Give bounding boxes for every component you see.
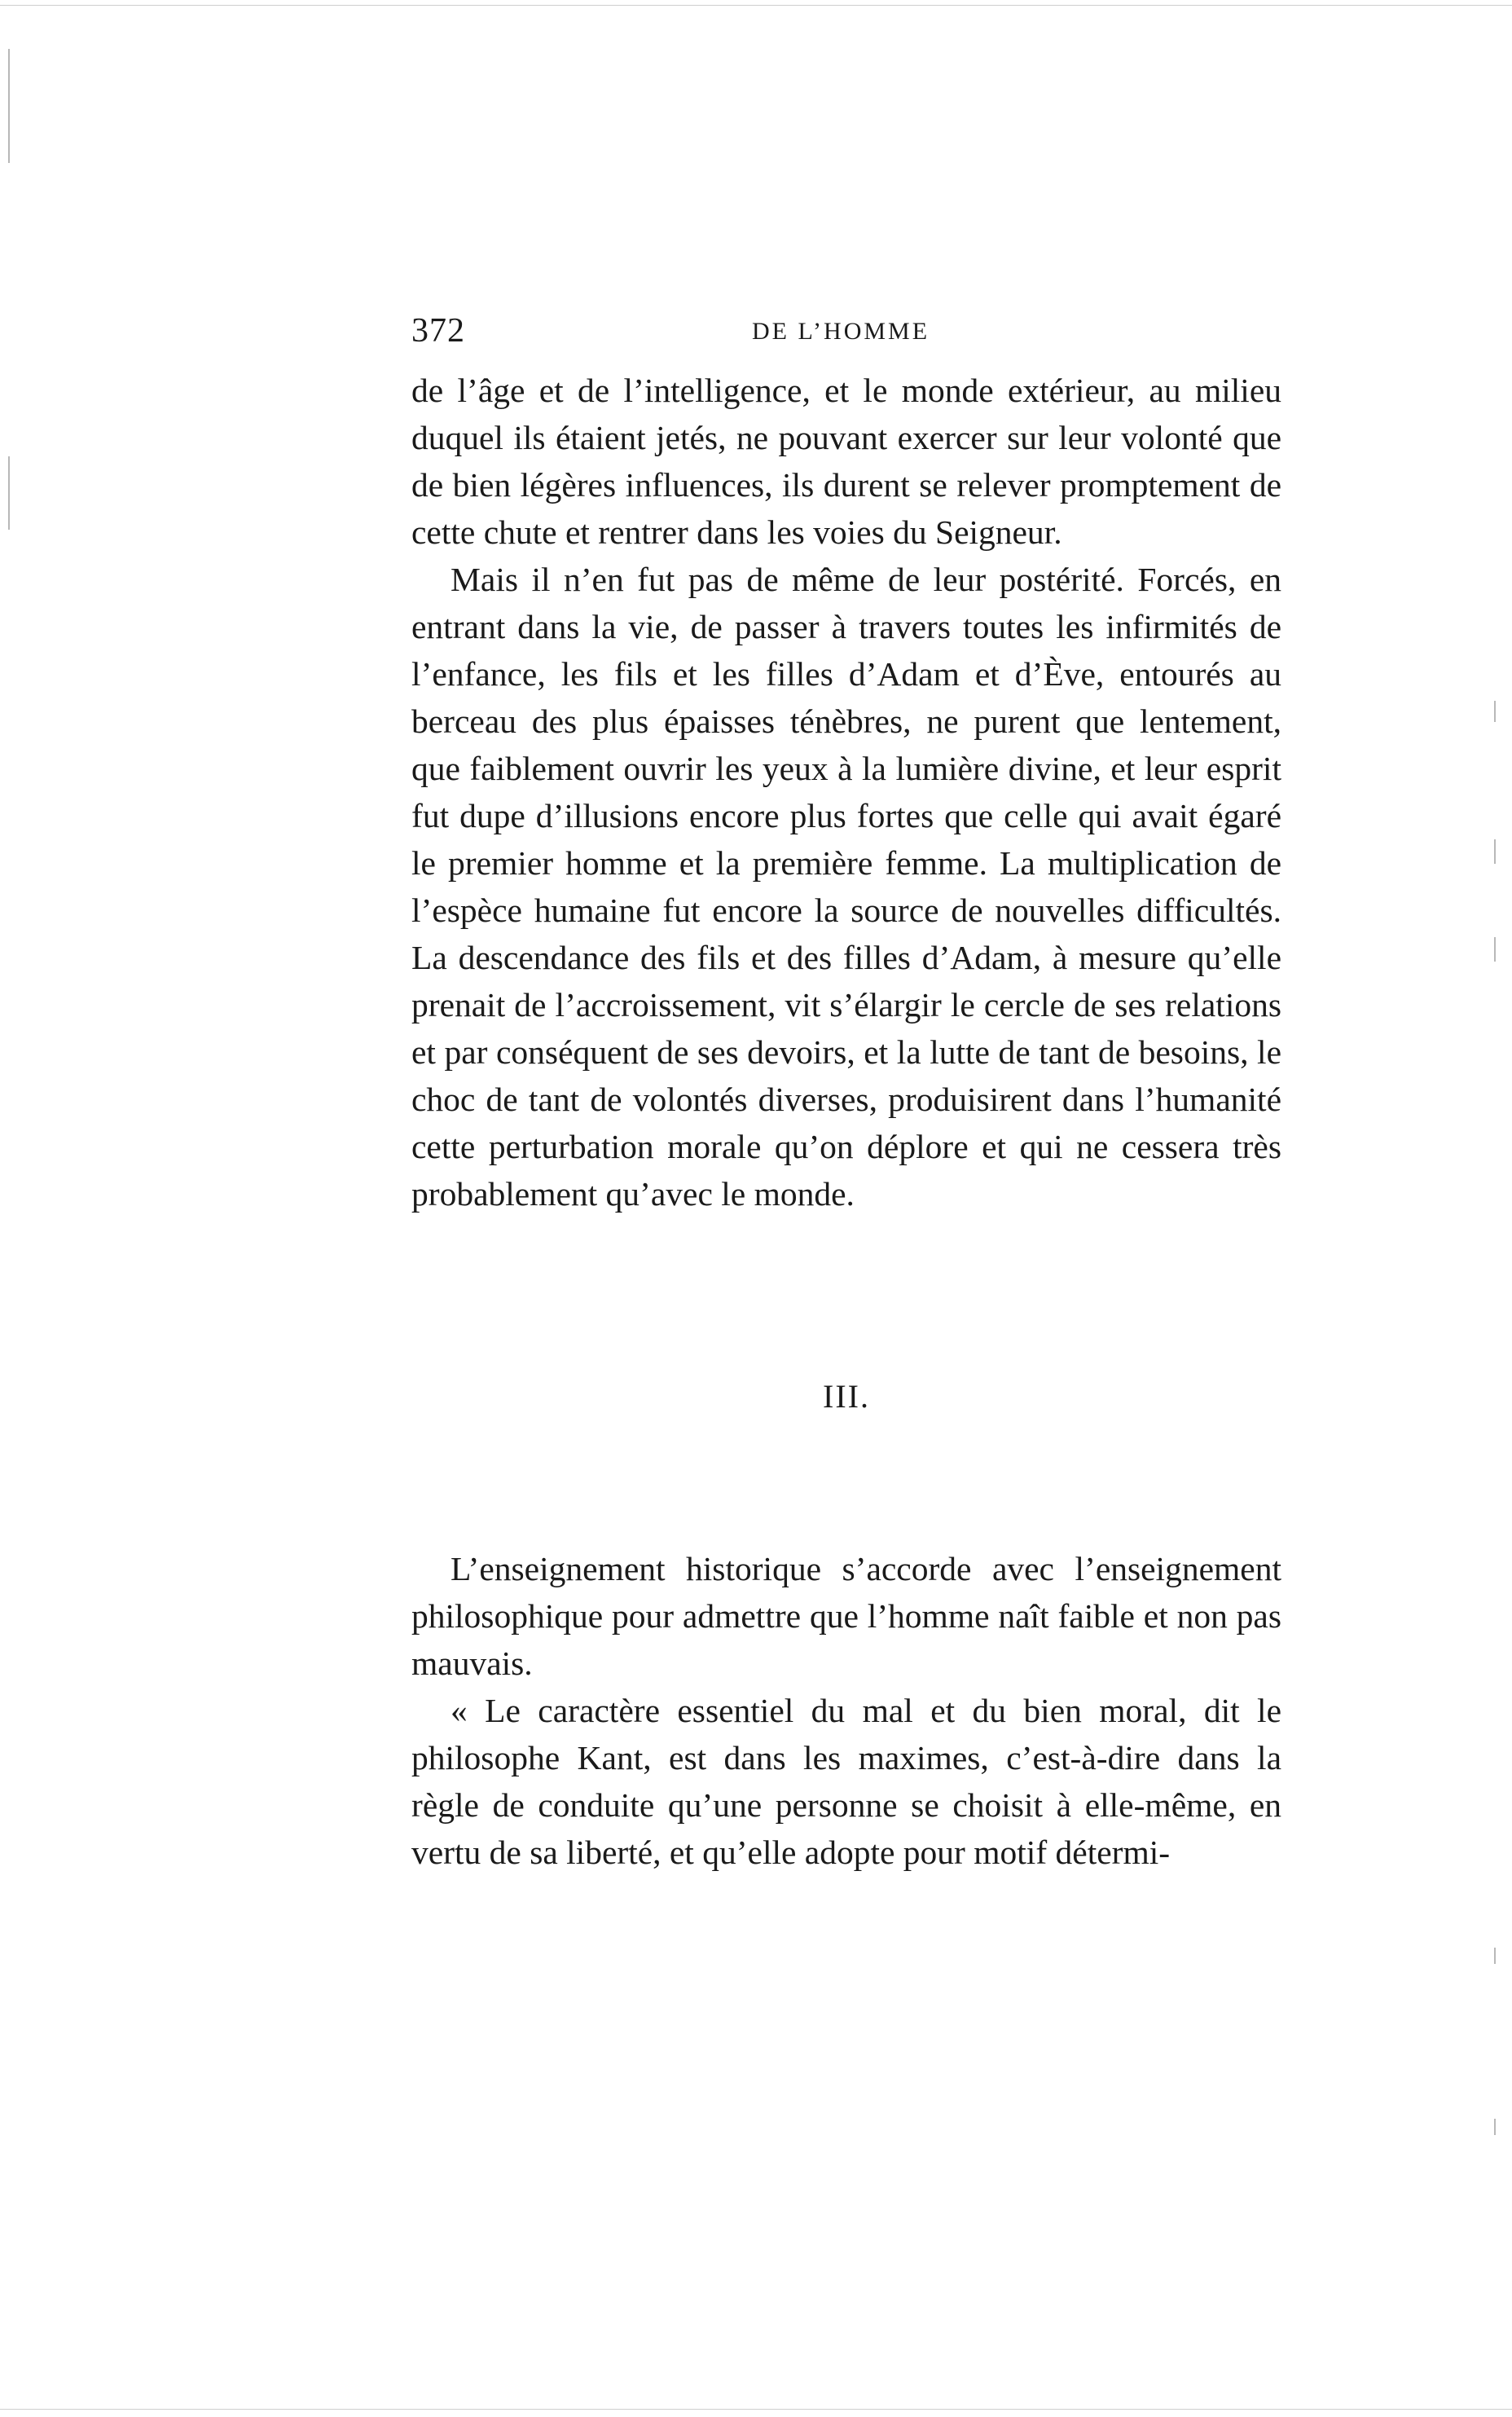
body-text-part-1 bbox=[411, 367, 1281, 1217]
margin-mark bbox=[1494, 2119, 1496, 2135]
margin-mark bbox=[1494, 839, 1496, 864]
paragraph: L’enseignement historique s’accorde avec l’enseignement philosophique pour admettre que l’homme naît faible et non pas mauvais. bbox=[411, 1550, 1281, 1682]
paragraph: « Le caractère essentiel du mal et du bien moral, dit le philosophe Kant, est dans les maximes, c’est-à-dire dans la règle de conduite qu’une personne se choisit à elle-même, en vertu de sa liberté, et qu’elle adopte pour motif détermi- bbox=[411, 1692, 1281, 1871]
margin-mark bbox=[1494, 937, 1496, 962]
body-text-part-2 bbox=[411, 1545, 1281, 1876]
page-number: 372 bbox=[411, 312, 465, 350]
margin-mark bbox=[8, 49, 10, 163]
section-heading: III. bbox=[823, 1378, 870, 1415]
paragraph: Mais il n’en fut pas de même de leur postérité. Forcés, en entrant dans la vie, de passer à travers toutes les infirmités de l’enfance, les fils et les filles d’Adam et d’Ève, entourés au berceau des plus épaisses ténèbres, ne purent que lentement, que faiblement ouvrir les yeux à la lumière divine, et leur esprit fut dupe d’illusions encore plus fortes que celle qui avait égaré le premier homme et la première femme. La multiplication de l’espèce humaine fut encore la source de nouvelles difficultés. La descendance des fils et des filles d’Adam, à mesure qu’elle prenait de l’accroissement, vit s’élargir le cercle de ses relations et par conséquent de ses devoirs, et la lutte de tant de besoins, le choc de tant de volontés diverses, produisirent dans l’humanité cette perturbation morale qu’on déplore et qui ne cessera très probablement qu’avec le monde. bbox=[411, 561, 1281, 1213]
scan-edge-bottom bbox=[0, 2409, 1512, 2410]
margin-mark bbox=[1494, 1948, 1496, 1964]
margin-mark bbox=[1494, 701, 1496, 722]
running-head: DE L’HOMME bbox=[752, 318, 930, 345]
paragraph: de l’âge et de l’intelligence, et le monde extérieur, au milieu duquel ils étaient jetés, ne pouvant exercer sur leur volonté que de bien légères influences, ils durent se relever promptement de cette chute et rentrer dans les voies du Seigneur. bbox=[411, 372, 1281, 551]
page-header bbox=[411, 311, 1281, 360]
scan-edge-top bbox=[0, 5, 1512, 6]
margin-mark bbox=[8, 456, 10, 530]
